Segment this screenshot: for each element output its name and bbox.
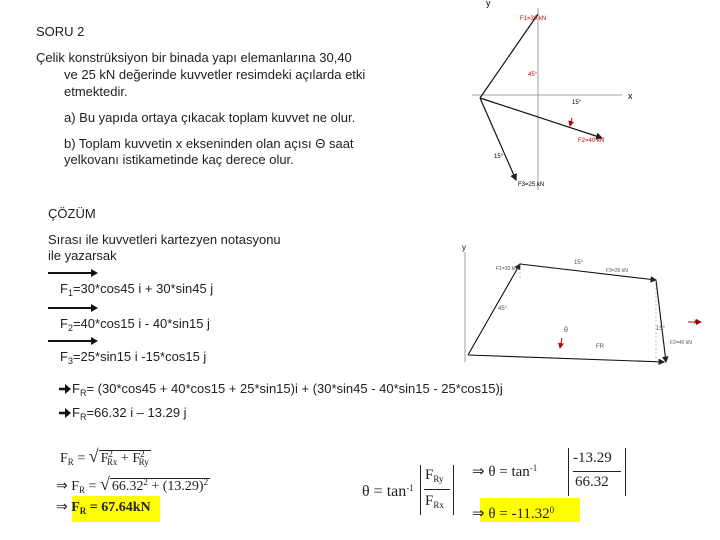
angle-15-top-label: 15° — [574, 260, 584, 266]
problem-line-3: etmektedir. — [64, 84, 128, 99]
fraction-bar — [573, 471, 621, 472]
implies-arrow-icon — [58, 383, 72, 395]
resultant-components: $F_R=66.32$ i – 13.29 j — [72, 405, 187, 422]
vector-arrow-icon — [47, 268, 99, 278]
f1-label: F1=30 kN — [520, 16, 547, 22]
implies-arrow-icon — [58, 407, 72, 419]
angle-15-top-label: 15° — [572, 100, 582, 106]
angle-formula-fraction — [420, 465, 454, 515]
angle-formula-numerator: $F_{Ry}$ — [425, 467, 444, 484]
resultant-label: FR — [596, 344, 604, 350]
angle-substitution-fraction — [568, 448, 626, 496]
force-f3-equation: $F_3=25*\sin 15$ i -15*cos15 j — [60, 349, 207, 366]
angle-15-right-label: 15° — [656, 326, 666, 332]
angle-substitution-numerator: -13.29 — [573, 450, 612, 466]
y-axis-label: y — [462, 243, 466, 252]
force-diagram-2 — [456, 240, 708, 370]
force-f3-line — [656, 280, 666, 362]
angle-45-label: 45° — [528, 72, 538, 78]
force-f1-equation: $F_1=30*\cos 45$ i + 30*sin45 j — [60, 281, 214, 298]
f3-label: F3=25 kN — [518, 182, 545, 188]
solution-title: ÇÖZÜM — [48, 206, 96, 221]
angle-substitution-lhs: ⇒ $\theta = \tan^{-1}$ — [472, 463, 538, 480]
question-title: SORU 2 — [36, 24, 85, 39]
f3-label: F3=25 kN — [606, 268, 628, 274]
force-f3-line — [480, 98, 516, 180]
force-diagram-1 — [472, 0, 652, 196]
angle-formula-denominator: $F_{Rx}$ — [425, 493, 444, 510]
force-f2-equation: $F_2=40*\cos 15$ i - 40*sin15 j — [60, 316, 210, 333]
x-axis-label: x — [694, 317, 698, 326]
red-arrow-icon — [570, 118, 572, 126]
red-arrow-icon — [560, 338, 562, 348]
solution-intro-line-1: Sırası ile kuvvetleri kartezyen notasyonu — [48, 232, 281, 247]
fraction-bar — [424, 489, 450, 490]
angle-formula-lhs: $\theta = \tan^{-1}$ — [362, 483, 414, 500]
angle-result: ⇒ $\theta = -11.32^0$ — [472, 505, 555, 522]
angle-15-left-label: 15° — [494, 154, 504, 160]
force-f1-line — [480, 14, 538, 98]
force-f2-line — [520, 264, 656, 280]
problem-line-2: ve 25 kN değerinde kuvvetler resimdeki açılarda etki — [64, 67, 366, 82]
f2-label: F2=40 kN — [670, 340, 692, 346]
question-part-a: a) Bu yapıda ortaya çıkacak toplam kuvvet ne olur. — [64, 110, 356, 125]
vector-arrow-icon — [47, 336, 99, 346]
force-f2-line — [480, 98, 602, 138]
resultant-line — [468, 355, 664, 362]
resultant-expanded-equation: $F_R= (30*\cos 45 + 40*\cos 15 + 25*\sin 15)i + (30*\sin 45 - 40*\sin 15 - 25*\cos 15)j$ — [72, 381, 503, 398]
angle-substitution-denominator: 66.32 — [575, 474, 609, 490]
magnitude-result: ⇒ $F_R = 67.64kN$ — [56, 500, 151, 516]
theta-label: θ — [564, 327, 568, 334]
magnitude-formula: $F_R$ = √ $F^2_{Rx} + F^2_{Ry}$ — [60, 446, 149, 467]
question-part-b-line-2: yelkovanı istikametinde kaç derece olur. — [64, 152, 294, 167]
solution-intro-line-2: ile yazarsak — [48, 248, 117, 263]
question-part-b-line-1: b) Toplam kuvvetin x ekseninden olan açısı Θ saat — [64, 136, 354, 151]
x-axis-label: x — [628, 91, 633, 101]
f2-label: F2=40 kN — [578, 138, 605, 144]
problem-line-1: Çelik konstrüksiyon bir binada yapı elemanlarına 30,40 — [36, 50, 352, 65]
y-axis-label: y — [486, 0, 491, 8]
force-f1-line — [468, 264, 520, 355]
vector-arrow-icon — [47, 303, 99, 313]
angle-45-label: 45° — [498, 306, 508, 312]
f1-label: F1=30 kN — [496, 266, 518, 272]
magnitude-substitution: ⇒ $F_R$ = √ $66.32^2 + (13.29)^2$ — [56, 474, 209, 495]
